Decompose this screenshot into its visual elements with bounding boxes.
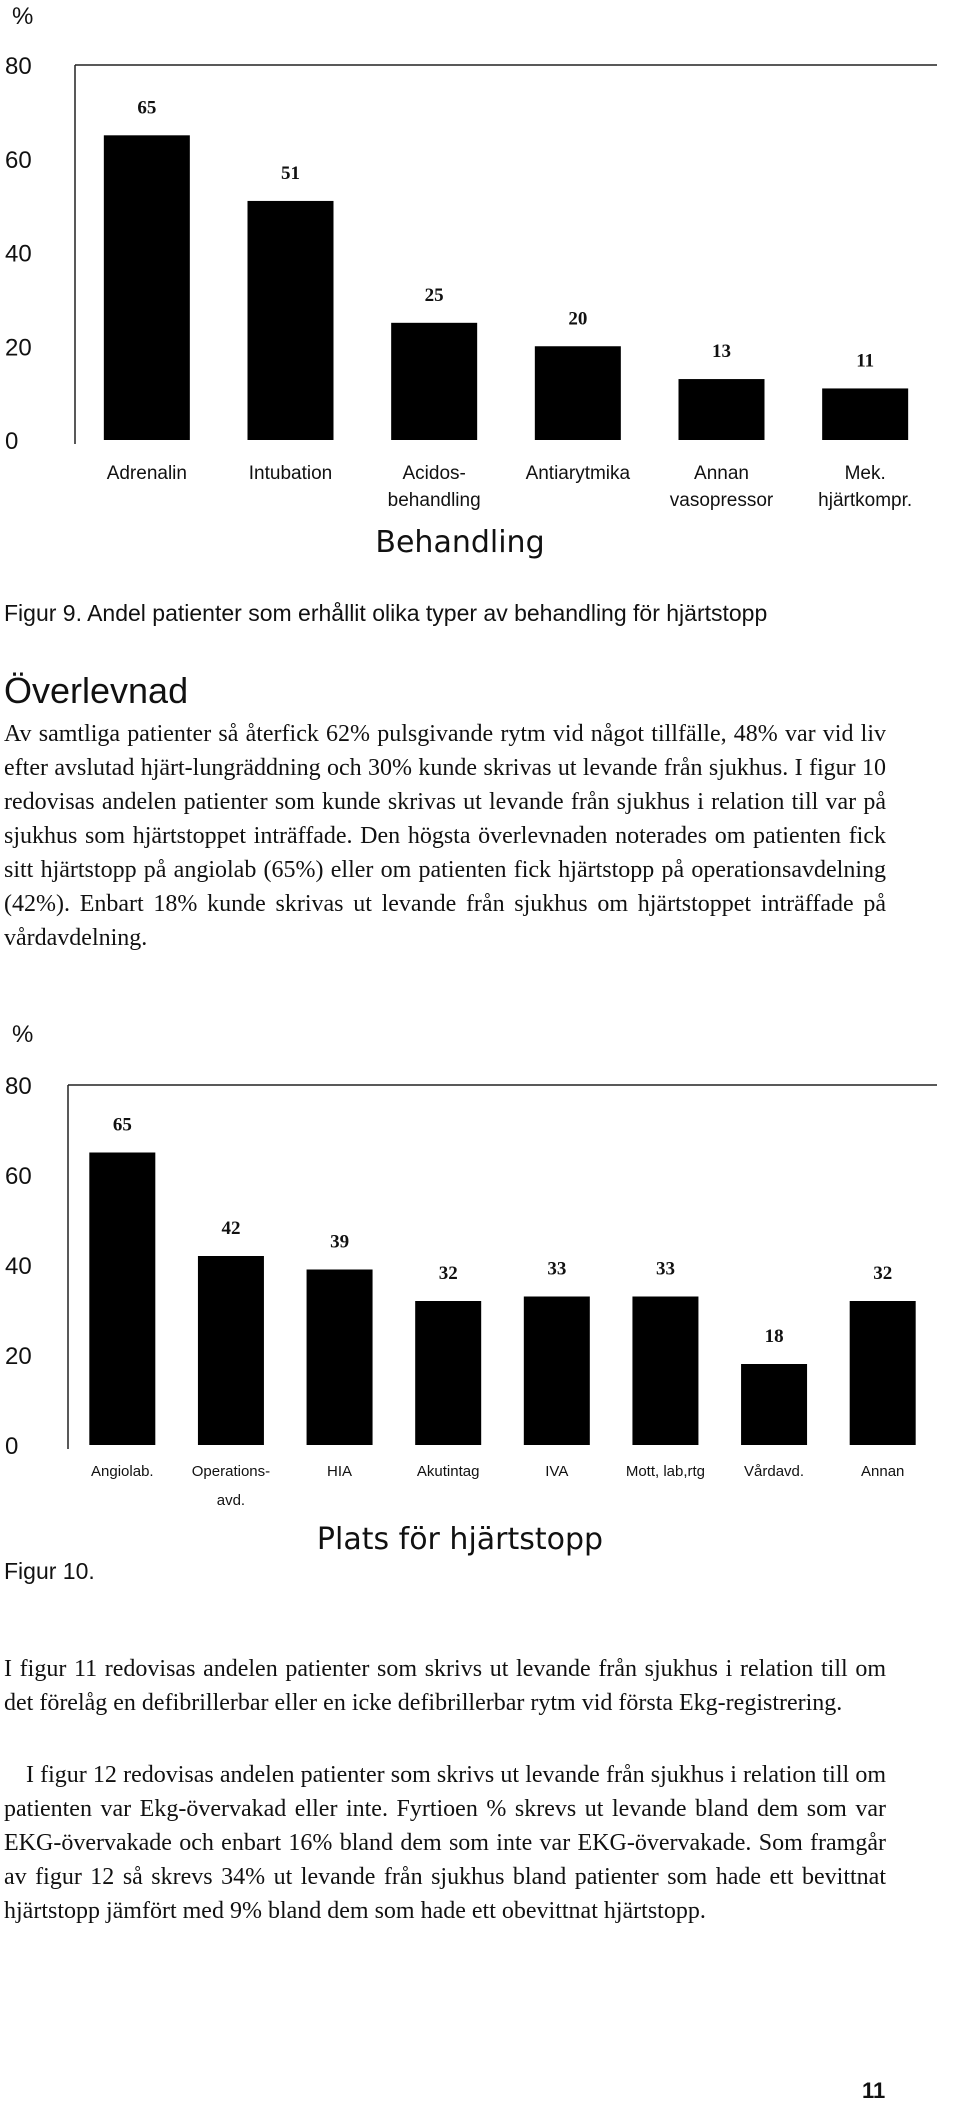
bar xyxy=(415,1301,481,1445)
x-tick-label: Mott, lab,rtg xyxy=(625,1463,706,1480)
y-tick-label: 80 xyxy=(5,1073,32,1100)
bar xyxy=(822,388,908,440)
x-tick-label: avd. xyxy=(216,1492,246,1509)
page-number: 11 xyxy=(862,2078,886,2103)
x-tick-label: IVA xyxy=(545,1463,569,1480)
x-tick-label: Akutintag xyxy=(416,1463,480,1480)
figure-10-chart xyxy=(0,1020,960,1580)
data-label: 13 xyxy=(712,341,731,363)
figure-10-caption: Figur 10. xyxy=(4,1558,95,1584)
bar xyxy=(89,1153,155,1446)
figure-9-chart xyxy=(0,0,960,560)
x-tick-label: Intubation xyxy=(248,463,333,484)
bar xyxy=(679,379,765,440)
y-axis-unit-label: % xyxy=(12,3,34,30)
data-label: 39 xyxy=(330,1231,350,1253)
data-label: 65 xyxy=(112,1114,132,1136)
bar xyxy=(248,201,334,440)
data-label: 32 xyxy=(873,1263,893,1284)
y-tick-label: 40 xyxy=(5,1253,32,1280)
y-tick-label: 0 xyxy=(5,1433,19,1460)
bar xyxy=(307,1270,373,1446)
bar xyxy=(850,1301,916,1445)
data-label: 25 xyxy=(424,284,444,306)
x-tick-label: Annan xyxy=(694,463,749,484)
data-label: 42 xyxy=(221,1218,241,1239)
data-label: 18 xyxy=(764,1326,784,1347)
y-tick-label: 20 xyxy=(5,334,32,362)
x-axis-title: Behandling xyxy=(375,525,545,560)
data-label: 33 xyxy=(547,1258,567,1280)
x-tick-label: Mek. xyxy=(844,463,886,484)
y-tick-label: 80 xyxy=(5,53,32,80)
y-tick-label: 20 xyxy=(5,1343,32,1370)
figure-9-caption: Figur 9. Andel patienter som erhållit olika typer av behandling för hjärtstopp xyxy=(4,600,768,626)
bar xyxy=(535,346,621,440)
y-tick-label: 60 xyxy=(5,1163,32,1190)
data-label: 11 xyxy=(856,350,875,372)
x-tick-label: Adrenalin xyxy=(106,463,187,484)
x-tick-label: Annan xyxy=(861,1463,905,1480)
y-tick-label: 40 xyxy=(5,240,32,268)
y-tick-label: 0 xyxy=(5,428,19,455)
y-axis-unit-label: % xyxy=(12,1021,34,1048)
data-label: 33 xyxy=(655,1258,675,1280)
paragraph-figure-11: I figur 11 redovisas andelen patienter som skrivs ut levande från sjukhus i relation till om det förelåg en defibrillerbar eller en icke defibrillerbar rytm vid första Ekg-registrering. xyxy=(4,1656,886,1716)
bar xyxy=(741,1364,807,1445)
bar xyxy=(391,323,477,440)
bar xyxy=(524,1297,590,1446)
paragraph-figure-12: I figur 12 redovisas andelen patienter som skrivs ut levande från sjukhus i relation till om patienten var Ekg-övervakad eller inte. Fyrtioen % skrevs ut levande bland dem som var EKG-övervakade och enbart 16% bland dem som inte var EKG-övervakade. Som framgår av figur 12 så skrevs 34% ut levande från sjukhus bland patienter som hade ett bevittnat hjärtstopp jämfört med 9% bland dem som hade ett obevittnat hjärtstopp. xyxy=(4,1762,886,1924)
x-tick-label: vasopressor xyxy=(669,490,774,511)
data-label: 65 xyxy=(137,97,157,119)
x-tick-label: HIA xyxy=(327,1463,353,1480)
x-tick-label: Angiolab. xyxy=(91,1463,154,1480)
x-tick-label: hjärtkompr. xyxy=(818,490,913,511)
bar xyxy=(632,1297,698,1446)
x-tick-label: Vårdavd. xyxy=(744,1463,805,1480)
x-axis-title: Plats för hjärtstopp xyxy=(316,1522,604,1557)
x-tick-label: Operations- xyxy=(191,1463,271,1480)
x-tick-label: behandling xyxy=(387,490,481,511)
x-tick-label: Acidos- xyxy=(402,463,466,484)
data-label: 32 xyxy=(438,1263,458,1284)
y-tick-label: 60 xyxy=(5,146,32,174)
section-title: Överlevnad xyxy=(4,670,189,711)
x-tick-label: Antiarytmika xyxy=(525,463,631,484)
data-label: 51 xyxy=(281,162,300,184)
bar xyxy=(198,1256,264,1445)
bar xyxy=(104,135,190,440)
section-paragraph: Av samtliga patienter så återfick 62% pulsgivande rytm vid något tillfälle, 48% var vid liv efter avslutad hjärt-lungräddning och 30% kunde skrivas ut levande från sjukhus. I figur 10 redovisas andelen patienter som kunde skrivas ut levande från sjukhus i relation till var på sjukhus som hjärtstoppet inträffade. Den högsta överlevnaden noterades om patienten fick sitt hjärtstopp på angiolab (65%) eller om patienten fick hjärtstopp på operationsavdelning (42%). Enbart 18% kunde skrivas ut levande från sjukhus om hjärtstoppet inträffade på vårdavdelning. xyxy=(4,721,886,951)
data-label: 20 xyxy=(568,308,588,330)
